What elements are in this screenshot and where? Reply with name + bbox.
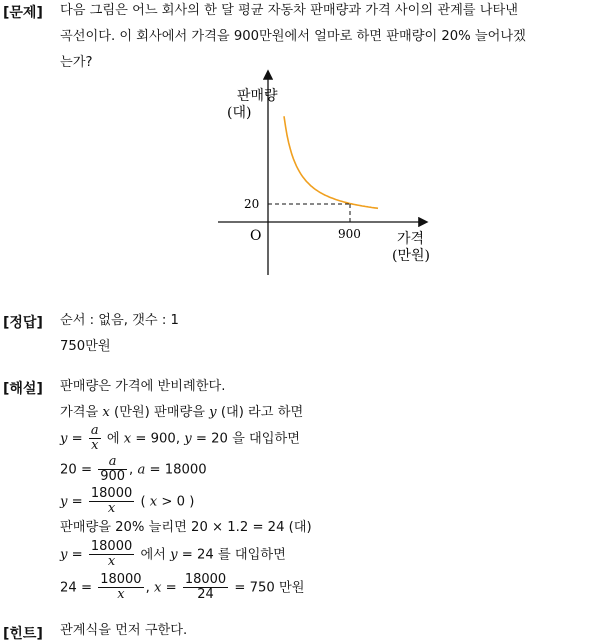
solution-line-7: y = $\frac{18000}{x}$ 에서 y = 24 를 대입하면 [60,539,286,569]
problem-label: [문제] [3,5,43,21]
solution-label: [해설] [3,381,43,397]
y-tick-20: 20 [244,197,260,211]
problem-line-1: 다음 그림은 어느 회사의 한 달 평균 자동차 판매량과 가격 사이의 관계를 나타낸 [60,3,518,18]
y-axis-label-1: 판매량 [237,88,278,104]
solution-line-6: 판매량을 20% 늘리면 20 × 1.2 = 24 (대) [60,520,312,535]
solution-line-8: 24 = $\frac{18000}{x}$ , x = $\frac{18000}{24}$ = 750 만원 [60,572,305,602]
fraction-18000-over-x-2: $\frac{18000}{x}$ [90,539,133,569]
x-axis-label-1: 가격 [397,231,425,247]
problem-line-3: 는가? [60,55,93,70]
solution-line-5: y = $\frac{18000}{x}$ ( x > 0 ) [60,486,195,516]
solution-line-1: 판매량은 가격에 반비례한다. [60,379,226,394]
fraction-a-over-x: $\frac{a}{x}$ [90,423,99,453]
answer-label: [정답] [3,315,43,331]
inverse-curve [284,116,378,208]
solution-line-4: 20 = $\frac{a}{900}$ , a = 18000 [60,454,207,484]
answer-line-2: 750만원 [60,339,111,354]
problem-line-2: 곡선이다. 이 회사에서 가격을 900만원에서 얼마로 하면 판매량이 20% 늘어나겠 [60,29,526,44]
fraction-18000-over-x: $\frac{18000}{x}$ [90,486,133,516]
fraction-18000-over-24: $\frac{18000}{24}$ [184,572,227,602]
solution-line-3: y = $\frac{a}{x}$ 에 x = 900, y = 20 을 대입하면 [60,423,300,453]
inverse-proportion-graph [0,0,591,300]
x-tick-900: 900 [338,227,361,241]
solution-line-2: 가격을 x (만원) 판매량을 y (대) 라고 하면 [60,405,304,420]
hint-label: [힌트] [3,626,43,642]
fraction-18000-over-x-3: $\frac{18000}{x}$ [100,572,142,602]
x-axis-label-2: (만원) [392,248,430,264]
origin-label: O [250,228,262,244]
y-axis-label-2: (대) [227,105,252,121]
answer-line-1: 순서 : 없음, 갯수 : 1 [60,313,179,328]
fraction-a-over-900: $\frac{a}{900}$ [100,454,126,484]
hint-text: 관계식을 먼저 구한다. [60,623,188,638]
